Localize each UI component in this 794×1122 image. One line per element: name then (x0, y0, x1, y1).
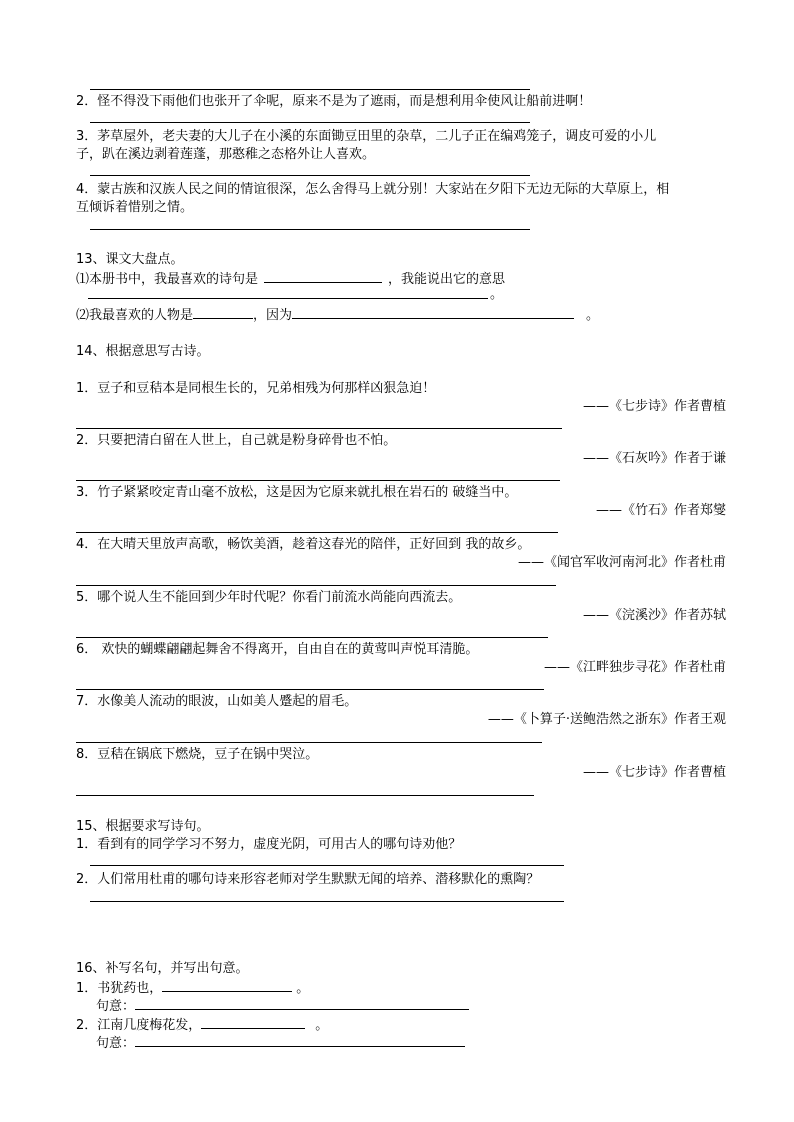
poem-source-4: ——《闻官军收河南河北》作者杜甫 (517, 555, 726, 570)
poem-source-3: ——《竹石》作者郑燮 (595, 503, 726, 518)
poem-meaning-2: 2．只要把清白留在人世上，自己就是粉身碎骨也不怕。 (76, 433, 397, 448)
q16-item-1-meaning (96, 996, 469, 1015)
answer-line[interactable] (90, 175, 530, 176)
answer-line[interactable] (90, 901, 564, 902)
q16-item-2-prompt: 2．江南几度梅花发， (76, 1018, 202, 1033)
q16-item-1-blank[interactable] (162, 978, 292, 992)
meaning-label: 句意： (96, 1036, 136, 1051)
answer-line[interactable] (90, 229, 530, 230)
q13-part-2 (76, 305, 599, 324)
q13-part-2-prompt: ⑵我最喜欢的人物是 (76, 308, 194, 323)
answer-line[interactable] (76, 637, 548, 638)
poem-meaning-8: 8．豆秸在锅底下燃烧，豆子在锅中哭泣。 (76, 747, 319, 762)
q12-sentence-3b: 子，趴在溪边剥着莲蓬，那憨稚之态格外让人喜欢。 (76, 147, 376, 162)
poem-source-1: ——《七步诗》作者曹植 (582, 399, 726, 414)
q15-question-2: 2．人们常用杜甫的哪句诗来形容老师对学生默默无闻的培养、潜移默化的熏陶？ (76, 872, 540, 887)
q13-title: 13、课文大盘点。 (76, 252, 184, 267)
favorite-verse-blank[interactable] (264, 269, 382, 283)
answer-line[interactable] (90, 865, 564, 866)
poem-meaning-7: 7．水像美人流动的眼波，山如美人蹙起的眉毛。 (76, 694, 358, 709)
q16-item-2 (76, 1015, 328, 1034)
poem-meaning-3: 3．竹子紧紧咬定青山毫不放松，这是因为它原来就扎根在岩石的 破缝当中。 (76, 485, 518, 500)
q16-title: 16、补写名句，并写出句意。 (76, 961, 249, 976)
reason-blank[interactable] (292, 305, 574, 319)
answer-line[interactable] (88, 298, 488, 299)
q12-sentence-2: 2．怪不得没下雨他们也张开了伞呢，原来不是为了遮雨，而是想利用伞使风让船前进啊！ (76, 94, 592, 109)
poem-source-7: ——《卜算子·送鲍浩然之浙东》作者王观 (487, 712, 726, 727)
poem-meaning-4: 4．在大晴天里放声高歌，畅饮美酒，趁着这春光的陪伴，正好回到 我的故乡。 (76, 537, 531, 552)
favorite-character-blank[interactable] (193, 305, 253, 319)
q13-part-1-end: 。 (490, 287, 504, 302)
q13-part-1-prompt: ⑴本册书中，我最喜欢的诗句是 (76, 272, 259, 287)
q16-item-2-end: 。 (315, 1018, 329, 1033)
answer-line[interactable] (76, 742, 542, 743)
q12-sentence-4a: 4．蒙古族和汉族人民之间的情谊很深，怎么舍得马上就分别！大家站在夕阳下无边无际的大草原上，相 (76, 182, 670, 197)
answer-line[interactable] (90, 122, 530, 123)
q13-part-1-prompt-2: ，我能说出它的意思 (388, 272, 506, 287)
answer-line[interactable] (90, 89, 530, 90)
q16-item-2-meaning-blank[interactable] (135, 1033, 465, 1047)
q13-part-2-prompt-2: ，因为 (253, 308, 293, 323)
answer-line[interactable] (76, 480, 560, 481)
q13-part-2-end: 。 (586, 308, 600, 323)
answer-line[interactable] (76, 689, 544, 690)
answer-line[interactable] (76, 585, 556, 586)
q15-question-1: 1．看到有的同学学习不努力，虚度光阴，可用古人的哪句诗劝他？ (76, 837, 462, 852)
q16-item-2-meaning (96, 1033, 465, 1052)
q16-item-1-end: 。 (296, 981, 310, 996)
answer-line[interactable] (76, 532, 558, 533)
q16-item-2-blank[interactable] (201, 1015, 305, 1029)
q13-part-1 (76, 269, 505, 288)
q14-title: 14、根据意思写古诗。 (76, 344, 210, 359)
poem-source-6: ——《江畔独步寻花》作者杜甫 (543, 660, 726, 675)
meaning-label: 句意： (96, 999, 136, 1014)
poem-source-5: ——《浣溪沙》作者苏轼 (582, 608, 726, 623)
q16-item-1-meaning-blank[interactable] (135, 996, 469, 1010)
poem-meaning-5: 5．哪个说人生不能回到少年时代呢？你看门前流水尚能向西流去。 (76, 590, 462, 605)
answer-line[interactable] (76, 795, 534, 796)
q15-title: 15、根据要求写诗句。 (76, 819, 210, 834)
q16-item-1 (76, 978, 309, 997)
poem-meaning-1: 1．豆子和豆秸本是同根生长的，兄弟相残为何那样凶狠急迫！ (76, 381, 436, 396)
poem-source-2: ——《石灰吟》作者于谦 (582, 451, 726, 466)
poem-source-8: ——《七步诗》作者曹植 (582, 765, 726, 780)
q12-sentence-3a: 3．茅草屋外，老夫妻的大儿子在小溪的东面锄豆田里的杂草，二儿子正在编鸡笼子，调皮可爱的小儿 (76, 129, 657, 144)
q12-sentence-4b: 互倾诉着惜别之情。 (76, 200, 194, 215)
q16-item-1-prompt: 1．书犹药也， (76, 981, 163, 996)
poem-meaning-6: 6． 欢快的蝴蝶翩翩起舞舍不得离开，自由自在的黄莺叫声悦耳清脆。 (76, 642, 479, 657)
answer-line[interactable] (76, 428, 562, 429)
